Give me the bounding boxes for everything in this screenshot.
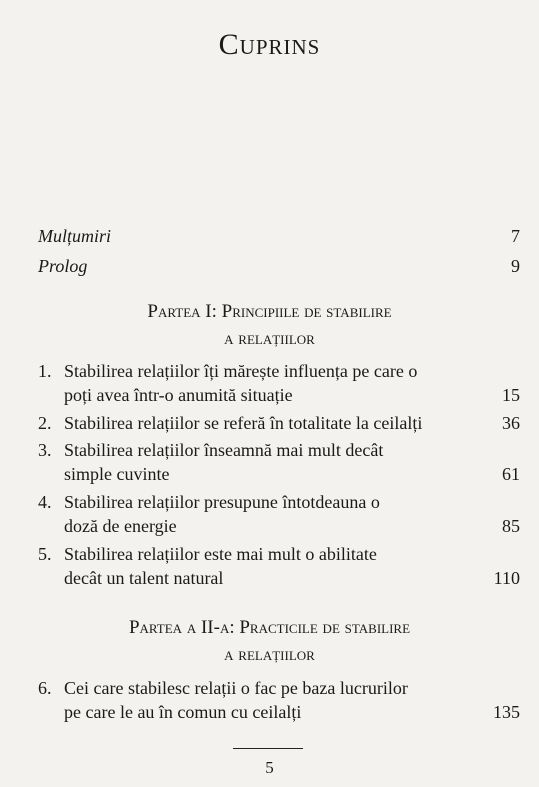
- part-2-heading: [0, 614, 539, 668]
- chapter-title-line: Stabilirea relațiilor este mai mult o abilitate: [64, 544, 377, 564]
- part-1-heading: [0, 298, 539, 352]
- chapter-title-line: Stabilirea relațiilor înseamnă mai mult decât: [64, 440, 384, 460]
- page-title: Cuprins: [218, 28, 321, 61]
- chapter-number: 4.: [38, 492, 52, 512]
- chapter-page: 36: [502, 413, 520, 433]
- chapter-number: 5.: [38, 544, 52, 564]
- front-matter-entry-acknowledgements: [38, 226, 520, 247]
- chapter-title-line: poți avea într-o anumită situație: [64, 385, 293, 405]
- part-heading-line: Partea I: Principiile de stabilire: [147, 301, 392, 322]
- chapter-page: 61: [502, 464, 520, 484]
- chapter-page: 110: [493, 568, 520, 588]
- chapter-number: 6.: [38, 678, 52, 698]
- front-matter-entry-prologue: [38, 256, 520, 277]
- chapter-title-line: Stabilirea relațiilor îți mărește influența pe care o: [64, 361, 418, 381]
- chapter-title-line: decât un talent natural: [64, 568, 224, 588]
- front-matter-label: Mulțumiri: [38, 226, 112, 246]
- chapter-title-line: simple cuvinte: [64, 464, 170, 484]
- chapter-title-line: pe care le au în comun cu ceilalți: [64, 702, 302, 722]
- chapter-page: 85: [502, 516, 520, 536]
- chapter-title-line: doză de energie: [64, 516, 177, 536]
- chapter-number: 3.: [38, 440, 52, 460]
- chapter-number: 2.: [38, 413, 52, 433]
- front-matter-page: 7: [511, 226, 520, 246]
- front-matter-label: Prolog: [38, 256, 88, 276]
- footer-divider: [233, 748, 303, 749]
- chapter-page: 135: [493, 702, 520, 722]
- front-matter-page: 9: [511, 256, 520, 276]
- chapter-title-line: Stabilirea relațiilor se referă în totalitate la ceilalți: [64, 413, 423, 433]
- chapter-page: 15: [502, 385, 520, 405]
- chapter-number: 1.: [38, 361, 52, 381]
- part-heading-line: a relațiilor: [224, 328, 315, 349]
- part-heading-line: a relațiilor: [224, 644, 315, 665]
- part-heading-line: Partea a II-a: Practicile de stabilire: [128, 617, 411, 638]
- chapter-title-line: Cei care stabilesc relații o fac pe baza lucrurilor: [64, 678, 408, 698]
- chapter-title-line: Stabilirea relațiilor presupune întotdeauna o: [64, 492, 380, 512]
- page-number: 5: [265, 758, 274, 777]
